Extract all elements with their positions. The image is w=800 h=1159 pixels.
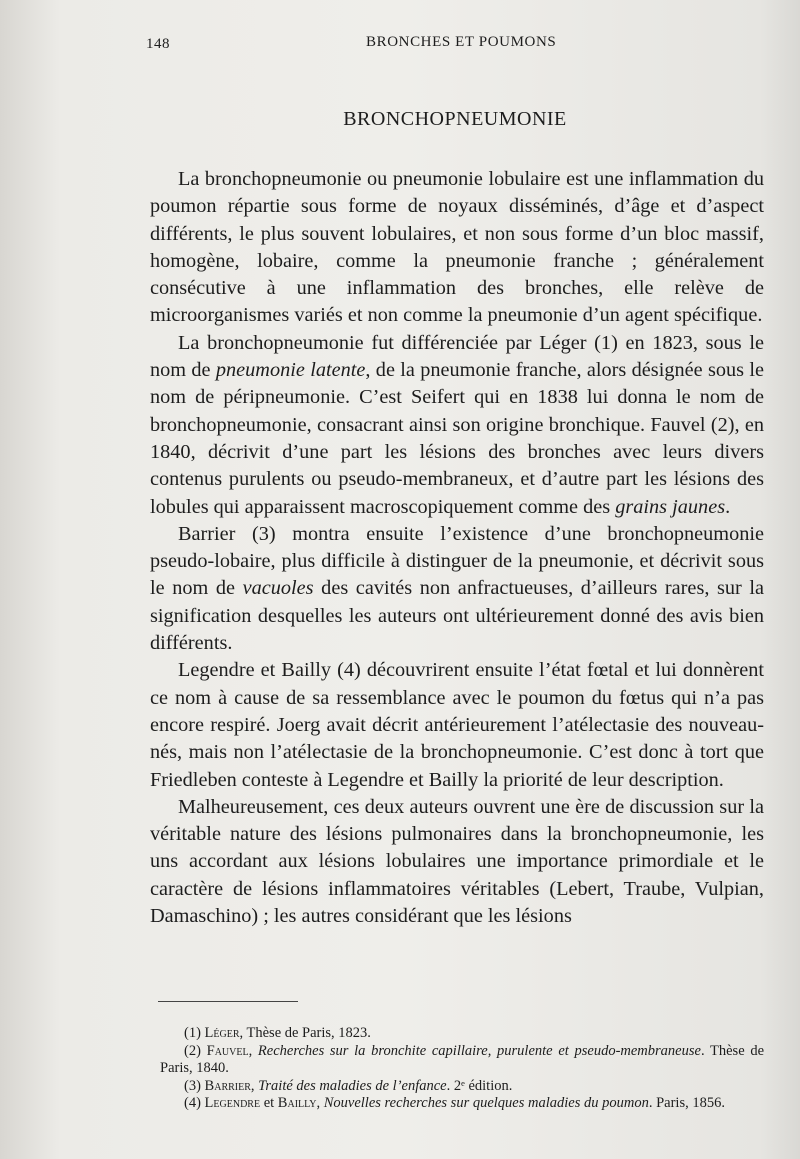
footnote-text: . Thèse de Paris, 1840. xyxy=(160,1042,765,1076)
footnote-3 xyxy=(160,1078,764,1096)
italic-term: pneumonie latente xyxy=(215,359,366,382)
footnote-title: Traité des maladies de l’enfance xyxy=(258,1077,447,1094)
footnote-number: (4) xyxy=(184,1095,205,1111)
footnote-number: (2) xyxy=(184,1042,207,1059)
footnote-author: Bailly xyxy=(277,1095,317,1111)
paragraph-1: La bronchopneumonie ou pneumonie lobulaire est une inflammation du poumon répartie sous forme de noyaux disséminés, d’âge et d’aspect différents, le plus souvent lobulaires, et non sous forme d’un bloc massif, homogène, lobaire, comme la pneumonie franche ; généralement consécutive à une inflammation des bronches, elle relève de microorganismes variés et non comme la pneumonie d’un agent spécifique. xyxy=(150,168,764,327)
footnote-separator: , xyxy=(316,1095,324,1111)
footnotes xyxy=(160,1025,764,1113)
footnote-separator: , xyxy=(250,1077,259,1094)
paragraph-3-text: Barrier (3) montra ensuite l’existence d’une bronchopneumonie pseudo-lobaire, plus difficile à distinguer de la pneumonie, et décrivit sous le nom de xyxy=(150,522,764,600)
footnote-title: Nouvelles recherches sur quelques maladies du poumon xyxy=(323,1095,649,1111)
paragraph-5: Malheureusement, ces deux auteurs ouvrent une ère de discussion sur la véritable nature des lésions pulmonaires dans la bronchopneumonie, les uns accordant aux lésions lobulaires une importance primordiale et le caractère de lésions inflammatoires véritables (Lebert, Traube, Vulpian, Damaschino) ; les autres considérant que les lésions xyxy=(150,795,764,928)
footnote-text: , Thèse de Paris, 1823. xyxy=(239,1025,371,1041)
page-header xyxy=(146,34,766,56)
footnote-1 xyxy=(160,1025,764,1043)
footnote-text: et xyxy=(260,1095,278,1111)
footnote-divider xyxy=(158,1001,298,1002)
footnote-number: (1) xyxy=(184,1025,205,1041)
footnote-text: . Paris, 1856. xyxy=(648,1095,725,1111)
footnote-text: . 2ᵉ édition. xyxy=(446,1077,513,1094)
paragraph-2-text: , de la pneumonie franche, alors désignée sous le nom de péripneumonie. C’est Seifert qui en 1838 lui donna le nom de bronchopneumonie, consacrant ainsi son origine bronchique. Fauvel (2), en 1840, décrivit d’une part les lésions des bronches avec leurs divers contenus purulents ou pseudo-membraneux, et d’autre part les lésions des lobules qui apparaissent macroscopiquement comme des xyxy=(150,359,764,518)
footnote-author: Barrier xyxy=(204,1077,251,1094)
paragraph-4: Legendre et Bailly (4) découvrirent ensuite l’état fœtal et lui donnèrent ce nom à cause de sa ressemblance avec le poumon du fœtus qui n’a pas encore respiré. Joerg avait décrit antérieurement l’atélectasie des nouveau-nés, mais non l’atélectasie de la bronchopneumonie. C’est donc à tort que Friedleben conteste à Legendre et Bailly la priorité de leur description. xyxy=(150,659,764,791)
footnote-separator: , xyxy=(248,1042,258,1059)
footnote-number: (3) xyxy=(184,1077,205,1094)
paragraph-2-text: La bronchopneumonie fut différenciée par Léger (1) en 1823, sous le nom de xyxy=(150,331,764,382)
running-head: BRONCHES ET POUMONS xyxy=(366,34,557,50)
footnote-author: Léger xyxy=(204,1025,240,1041)
footnote-author: Legendre xyxy=(204,1095,261,1111)
section-title: BRONCHOPNEUMONIE xyxy=(343,108,567,130)
footnote-4 xyxy=(160,1095,764,1113)
footnote-title: Recherches sur la bronchite capillaire, purulente et pseudo-membraneuse xyxy=(257,1042,701,1059)
italic-term: grains jaunes xyxy=(615,495,726,518)
paragraph-3-text: des cavités non anfractueuses, d’ailleurs rares, sur la signification desquelles les auteurs ont ultérieurement donné des avis bien différents. xyxy=(150,577,765,655)
italic-term: vacuoles xyxy=(242,577,314,600)
footnote-2 xyxy=(160,1043,764,1078)
footnote-author: Fauvel xyxy=(206,1042,249,1059)
body-text xyxy=(150,166,764,930)
paragraph-2-text: . xyxy=(725,495,731,518)
paragraph-2 xyxy=(150,330,764,521)
page-number: 148 xyxy=(146,36,170,52)
paragraph-3 xyxy=(150,521,764,657)
